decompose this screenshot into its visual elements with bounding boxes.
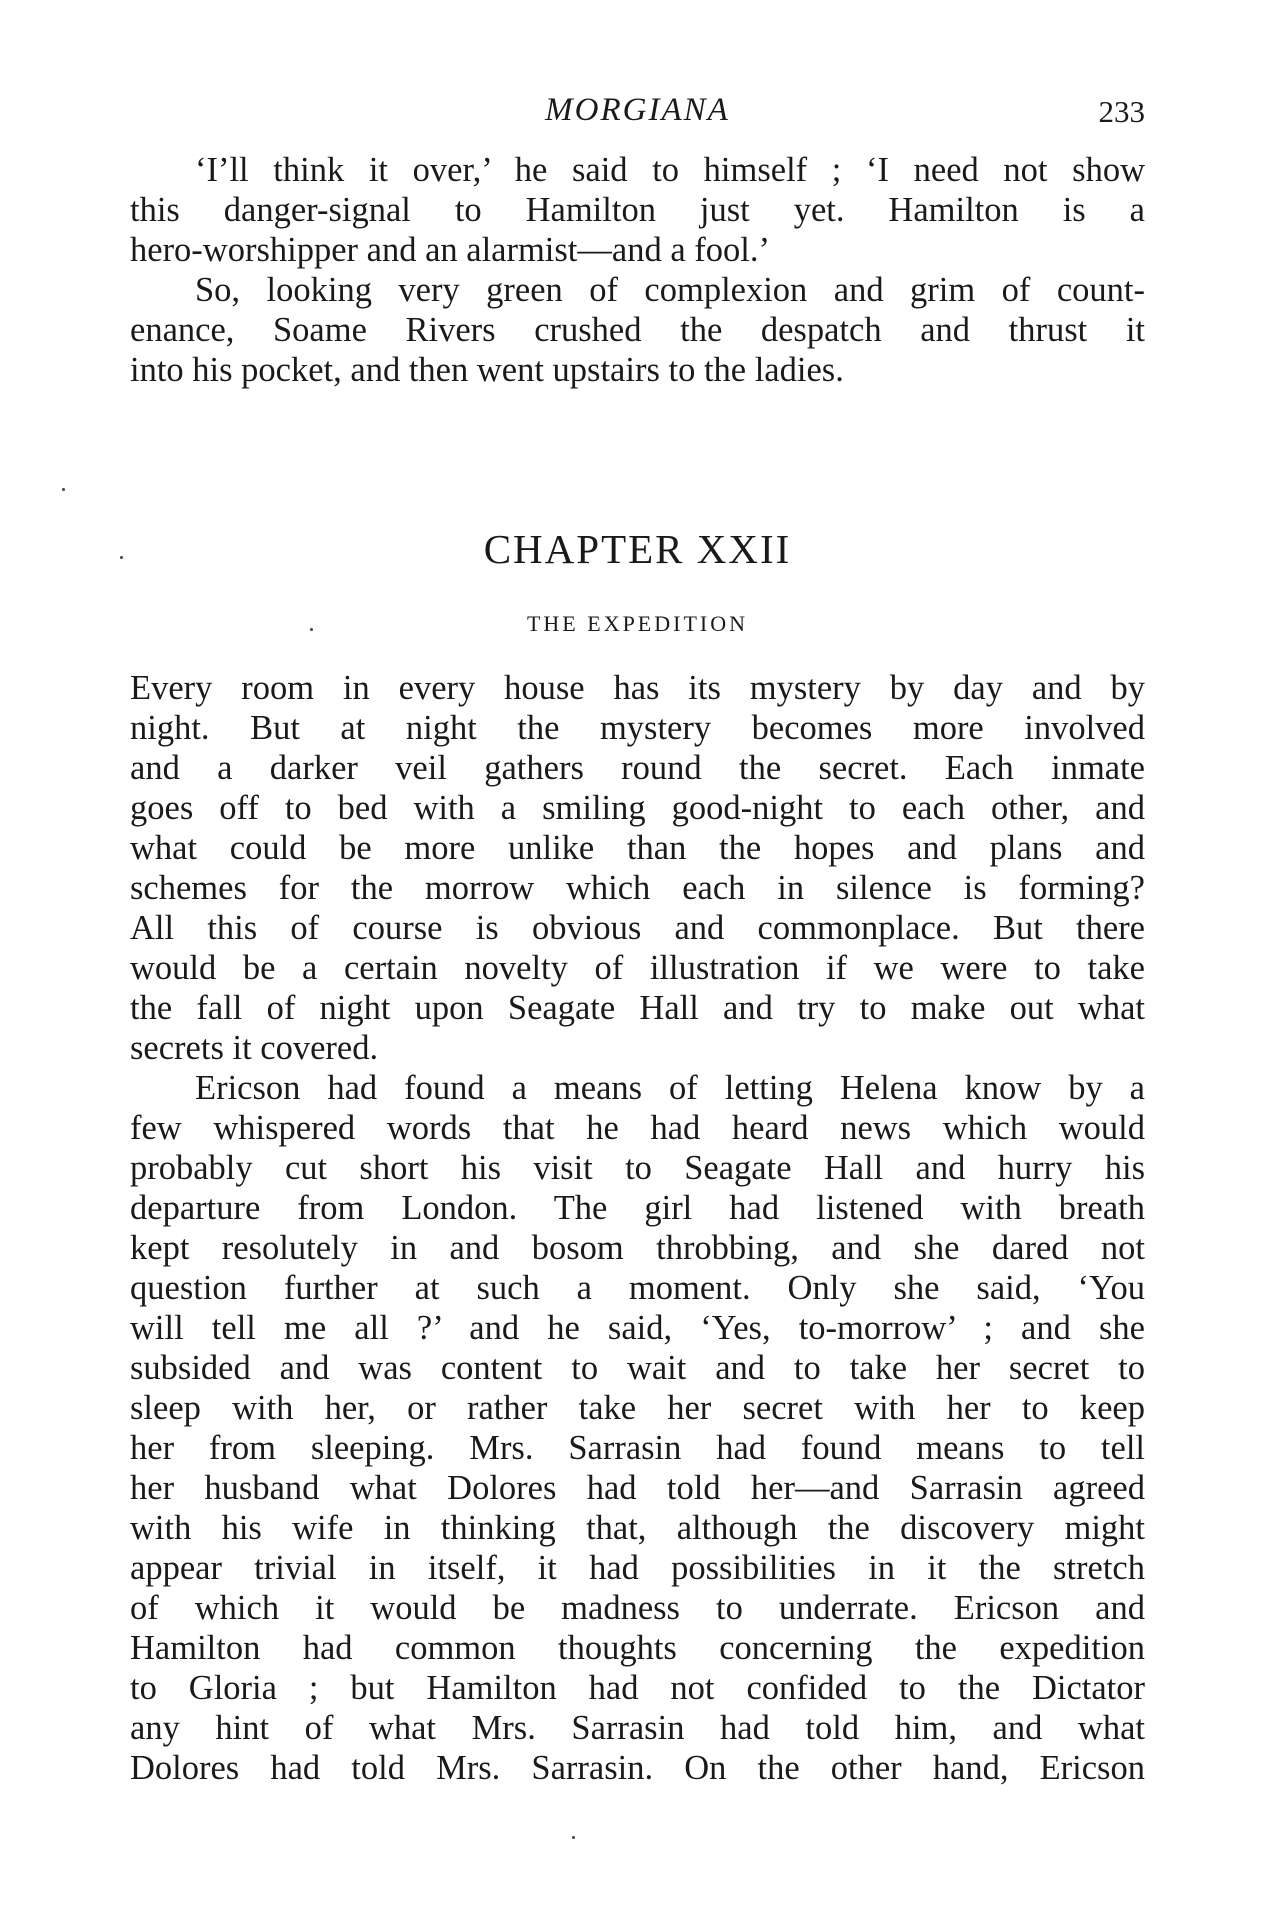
text-line: schemes for the morrow which each in silence is forming? — [130, 869, 1145, 907]
text-line: goes off to bed with a smiling good-night to each other, and — [130, 789, 1145, 827]
text-line: kept resolutely in and bosom throbbing, and she dared not — [130, 1229, 1145, 1267]
running-title: MORGIANA — [545, 92, 730, 128]
text-line: Every room in every house has its mystery by day and by — [130, 669, 1145, 707]
text-line: of which it would be madness to underrate. Ericson and — [130, 1589, 1145, 1627]
text-line: her from sleeping. Mrs. Sarrasin had found means to tell — [130, 1429, 1145, 1467]
page-number: 233 — [1098, 94, 1145, 129]
text-line: secrets it covered. — [130, 1029, 379, 1067]
text-line: appear trivial in itself, it had possibilities in it the stretch — [130, 1549, 1145, 1587]
paper-speck — [62, 488, 65, 491]
text-line: night. But at night the mystery becomes more involved — [130, 709, 1145, 747]
text-line: subsided and was content to wait and to take her secret to — [130, 1349, 1145, 1387]
chapter-subtitle: THE EXPEDITION — [526, 611, 749, 636]
text-line: Dolores had told Mrs. Sarrasin. On the other hand, Ericson — [130, 1749, 1145, 1787]
text-line: ‘I’ll think it over,’ he said to himself ; ‘I need not show — [195, 151, 1145, 189]
text-line: this danger-signal to Hamilton just yet. Hamilton is a — [130, 191, 1145, 229]
text-line: would be a certain novelty of illustration if we were to take — [130, 949, 1145, 987]
text-line: So, looking very green of complexion and grim of count- — [195, 271, 1145, 309]
text-line: sleep with her, or rather take her secret with her to keep — [130, 1389, 1145, 1427]
text-line: departure from London. The girl had listened with breath — [130, 1189, 1145, 1227]
main-text-block — [130, 668, 1145, 1788]
text-line: to Gloria ; but Hamilton had not confided to the Dictator — [130, 1669, 1145, 1707]
running-head — [130, 92, 1145, 136]
text-line: into his pocket, and then went upstairs to the ladies. — [130, 351, 844, 389]
text-line: her husband what Dolores had told her—and Sarrasin agreed — [130, 1469, 1145, 1507]
paper-speck — [572, 1836, 575, 1839]
text-line: hero-worshipper and an alarmist—and a fool.’ — [130, 231, 770, 269]
text-line: and a darker veil gathers round the secret. Each inmate — [130, 749, 1145, 787]
text-line: enance, Soame Rivers crushed the despatch and thrust it — [130, 311, 1145, 349]
text-line: probably cut short his visit to Seagate Hall and hurry his — [130, 1149, 1145, 1187]
chapter-heading: CHAPTER XXII — [483, 526, 792, 572]
paper-speck — [310, 628, 313, 631]
paper-speck — [120, 556, 123, 559]
text-line: Ericson had found a means of letting Helena know by a — [195, 1069, 1145, 1107]
text-line: question further at such a moment. Only she said, ‘You — [130, 1269, 1145, 1307]
top-text-block — [130, 150, 1145, 390]
text-line: what could be more unlike than the hopes and plans and — [130, 829, 1145, 867]
text-line: with his wife in thinking that, although the discovery might — [130, 1509, 1145, 1547]
text-line: will tell me all ?’ and he said, ‘Yes, to-morrow’ ; and she — [130, 1309, 1145, 1347]
text-line: the fall of night upon Seagate Hall and try to make out what — [130, 989, 1145, 1027]
text-line: any hint of what Mrs. Sarrasin had told him, and what — [130, 1709, 1145, 1747]
text-line: Hamilton had common thoughts concerning the expedition — [130, 1629, 1145, 1667]
text-line: few whispered words that he had heard news which would — [130, 1109, 1145, 1147]
text-line: All this of course is obvious and commonplace. But there — [130, 909, 1145, 947]
